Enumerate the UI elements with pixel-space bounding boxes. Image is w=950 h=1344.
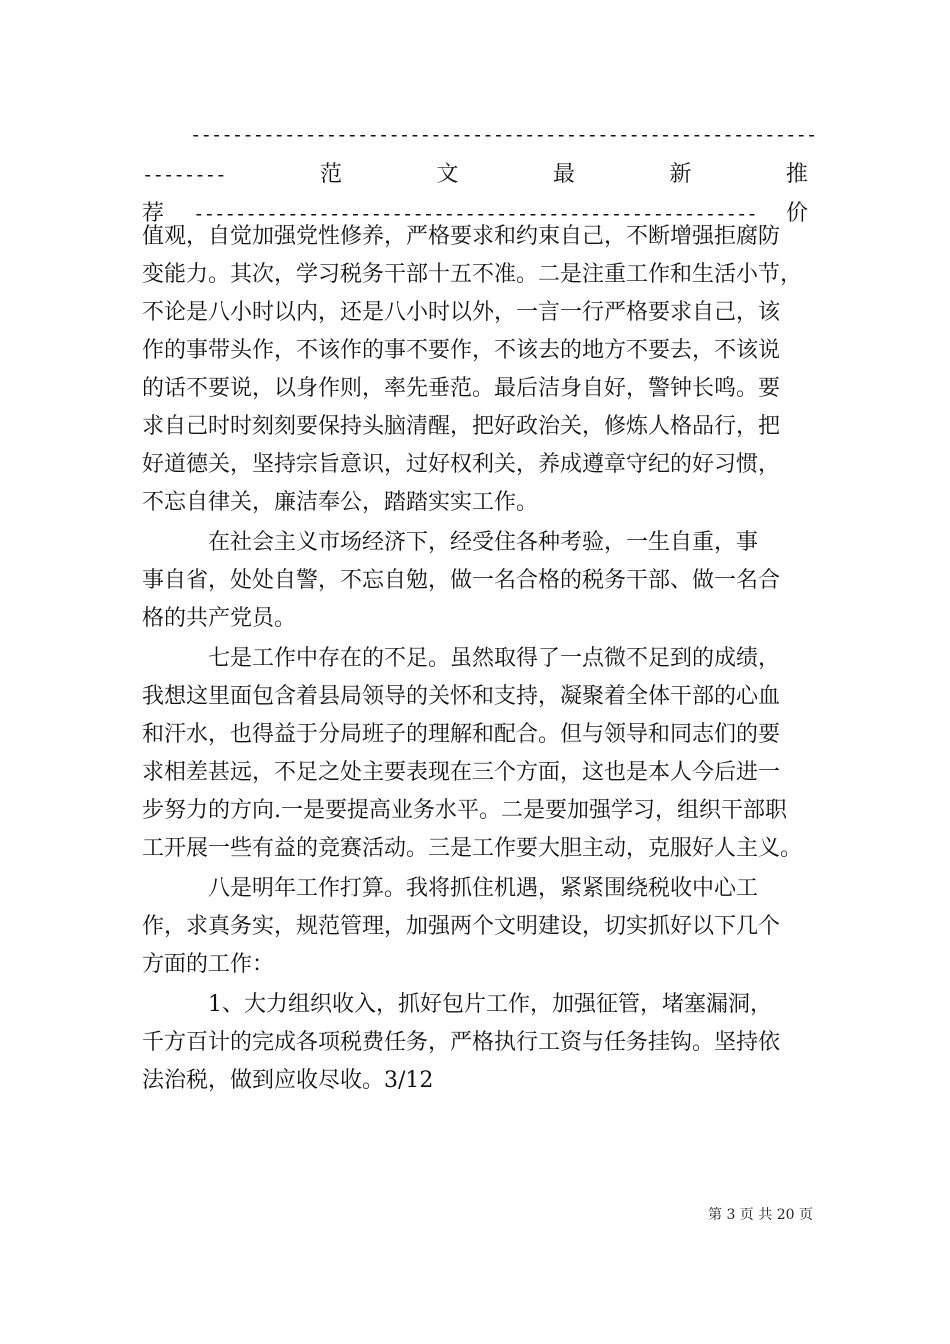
- text-line: 变能力。其次，学习税务干部十五不准。二是注重工作和生活小节，: [142, 262, 803, 287]
- text-line: 步努力的方向.一是要提高业务水平。二是要加强学习，组织干部职: [142, 798, 787, 823]
- text-line: 格的共产党员。: [142, 606, 297, 631]
- text-line: 值观，自觉加强党性修养，严格要求和约束自己，不断增强拒腐防: [142, 224, 781, 249]
- header-rule-left: --------: [142, 164, 226, 186]
- banner-line: [142, 162, 808, 188]
- text-line: 方面的工作：: [142, 952, 275, 977]
- text-line: 好道德关，坚持宗旨意识，过好权利关，养成遵章守纪的好习惯，: [142, 452, 781, 477]
- text-line: 的话不要说，以身作则，率先垂范。最后洁身自好，警钟长鸣。要: [142, 376, 781, 401]
- text-line: 不论是八小时以内，还是八小时以外，一言一行严格要求自己，该: [142, 300, 781, 325]
- text-line: 作，求真务实，规范管理，加强两个文明建设，切实抓好以下几个: [142, 914, 781, 939]
- text-line: 工开展一些有益的竞赛活动。三是工作要大胆主动，克服好人主义。: [142, 836, 803, 861]
- banner-char: 范: [319, 162, 342, 187]
- text-line: 我想这里面包含着县局领导的关怀和支持，凝聚着全体干部的心血: [142, 684, 781, 709]
- text-line: 1、大力组织收入，抓好包片工作，加强征管，堵塞漏洞，: [142, 992, 772, 1017]
- text-line: 和汗水，也得益于分局班子的理解和配合。但与领导和同志们的要: [142, 722, 781, 747]
- text-line: 法治税，做到应收尽收。3/12: [142, 1068, 434, 1093]
- banner-char: 新: [669, 162, 692, 187]
- text-line: 七是工作中存在的不足。虽然取得了一点微不足到的成绩，: [142, 646, 781, 671]
- banner-char: 最: [552, 162, 575, 187]
- text-line: 不忘自律关，廉洁奉公，踏踏实实工作。: [142, 490, 539, 515]
- text-line: 事自省，处处自警，不忘自勉，做一名合格的税务干部、做一名合: [142, 568, 781, 593]
- text-line: 八是明年工作打算。我将抓住机遇，紧紧围绕税收中心工: [142, 876, 759, 901]
- rule-end-char: 价: [785, 201, 808, 226]
- text-line: 千方百计的完成各项税费任务，严格执行工资与任务挂钩。坚持依: [142, 1030, 781, 1055]
- text-line: 在社会主义市场经济下，经受住各种考验，一生自重，事: [142, 530, 759, 555]
- rec-char: 荐: [142, 201, 165, 226]
- header-rule-top: ------------------------------------------------------------: [190, 124, 817, 146]
- banner-char: 文: [436, 162, 459, 187]
- header-rule-mid: ------------------------------------------------------: [193, 203, 757, 225]
- text-line: 作的事带头作，不该作的事不要作，不该去的地方不要去，不该说: [142, 338, 781, 363]
- page-number-footer: 第 3 页 共 20 页: [708, 1207, 813, 1223]
- text-line: 求自己时时刻刻要保持头脑清醒，把好政治关，修炼人格品行，把: [142, 414, 781, 439]
- text-line: 求相差甚远，不足之处主要表现在三个方面，这也是本人今后进一: [142, 760, 781, 785]
- banner-char: 推: [785, 162, 808, 187]
